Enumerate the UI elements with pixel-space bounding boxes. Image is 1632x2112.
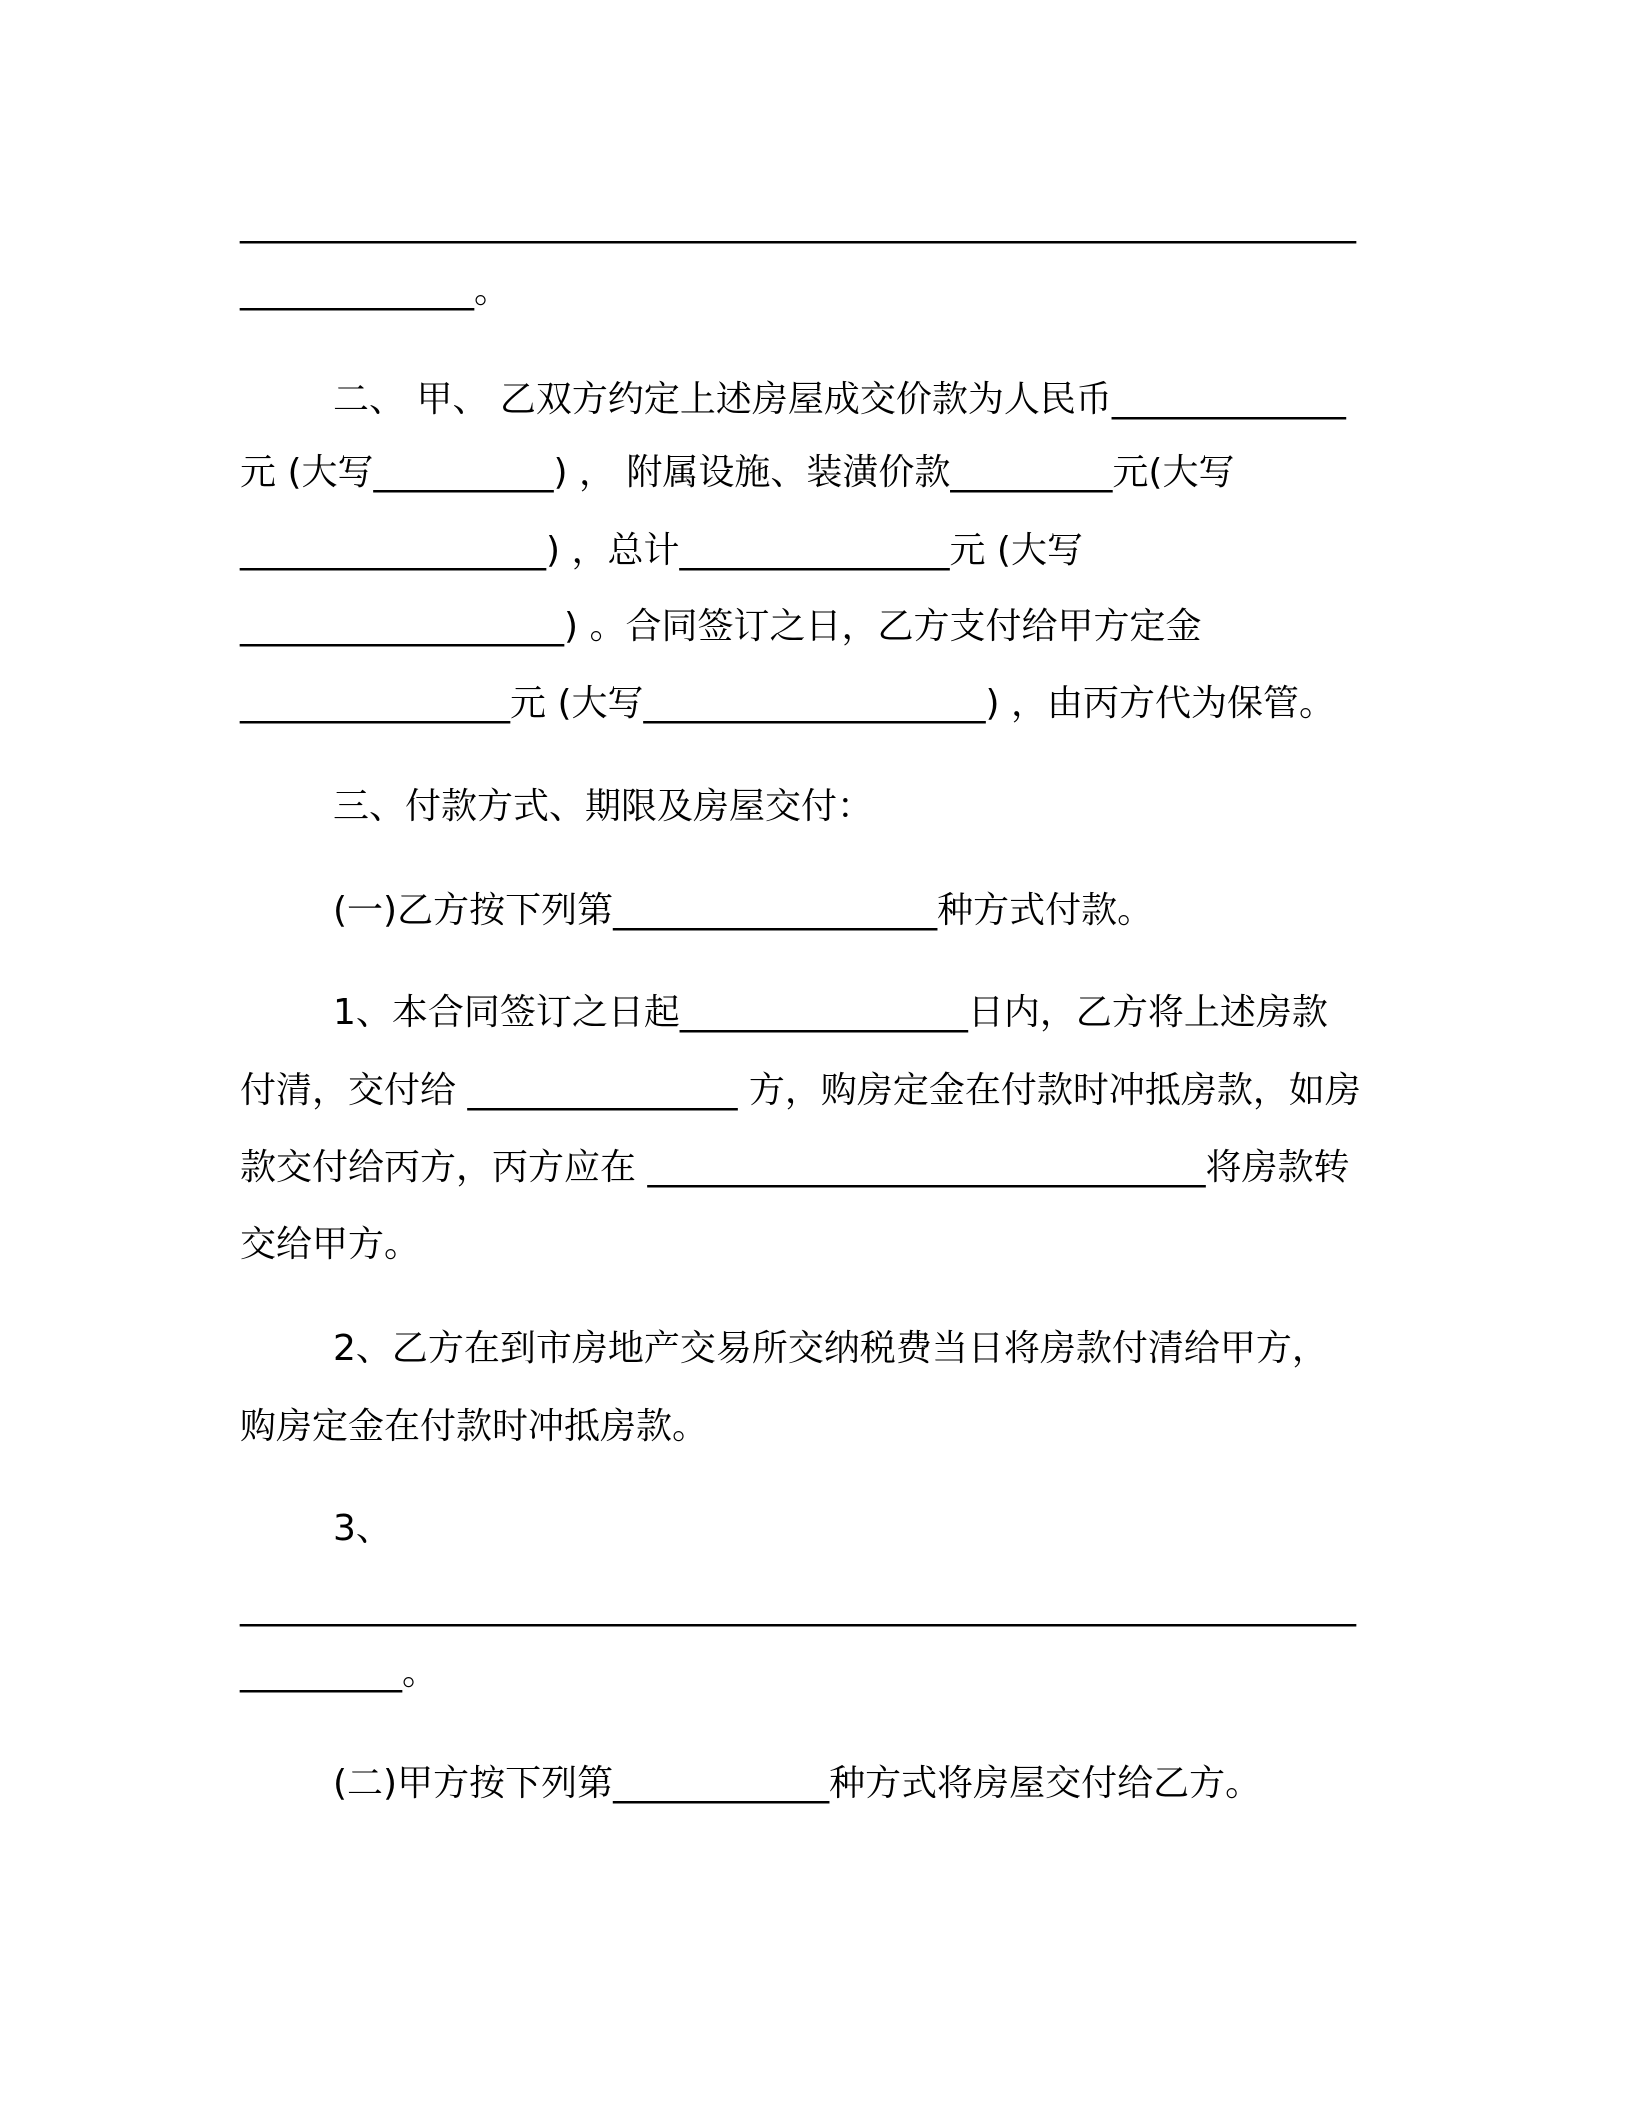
text-line: _________________) ，总计_______________元 (大写 [240, 530, 1083, 571]
text-line: _____________。 [240, 270, 510, 311]
text-line: (一)乙方按下列第__________________种方式付款。 [333, 890, 1154, 931]
clause-two-price-terms [240, 376, 1400, 728]
text-line: 二、 甲、 乙双方约定上述房屋成交价款为人民币_____________ [333, 379, 1346, 420]
text-line: _________。 [240, 1652, 439, 1693]
text-line: (二)甲方按下列第____________种方式将房屋交付给乙方。 [333, 1763, 1262, 1804]
text-line: 1、本合同签订之日起________________日内，乙方将上述房款 [333, 992, 1328, 1033]
paragraph-continued-blanks [240, 200, 1400, 315]
item-one-payment-method [240, 887, 1400, 935]
text-line: 3、 [333, 1508, 392, 1549]
text-line: ______________________________________________________________ [240, 1586, 1356, 1627]
item-two-handover-method [240, 1760, 1400, 1808]
text-line: 三、付款方式、期限及房屋交付： [333, 786, 874, 827]
text-line: 2、乙方在到市房地产交易所交纳税费当日将房款付清给甲方， [333, 1328, 1328, 1369]
payment-option-3 [240, 1505, 1400, 1697]
text-line: ______________________________________________________________ [240, 203, 1356, 244]
text-line: 交给甲方。 [240, 1224, 421, 1265]
text-line: 款交付给丙方，丙方应在 _______________________________将房款转 [240, 1147, 1350, 1188]
payment-option-1 [240, 989, 1400, 1269]
payment-option-2 [240, 1325, 1400, 1451]
text-line: __________________) 。合同签订之日，乙方支付给甲方定金 [240, 606, 1202, 647]
text-line: _______________元 (大写___________________) ，由丙方代为保管。 [240, 683, 1335, 724]
text-line: 付清，交付给 _______________ 方，购房定金在付款时冲抵房款，如房 [240, 1070, 1361, 1111]
text-line: 元 (大写__________) ， 附属设施、装潢价款_________元(大写 [240, 452, 1235, 493]
text-line: 购房定金在付款时冲抵房款。 [240, 1406, 709, 1447]
clause-three-heading [240, 783, 1400, 831]
